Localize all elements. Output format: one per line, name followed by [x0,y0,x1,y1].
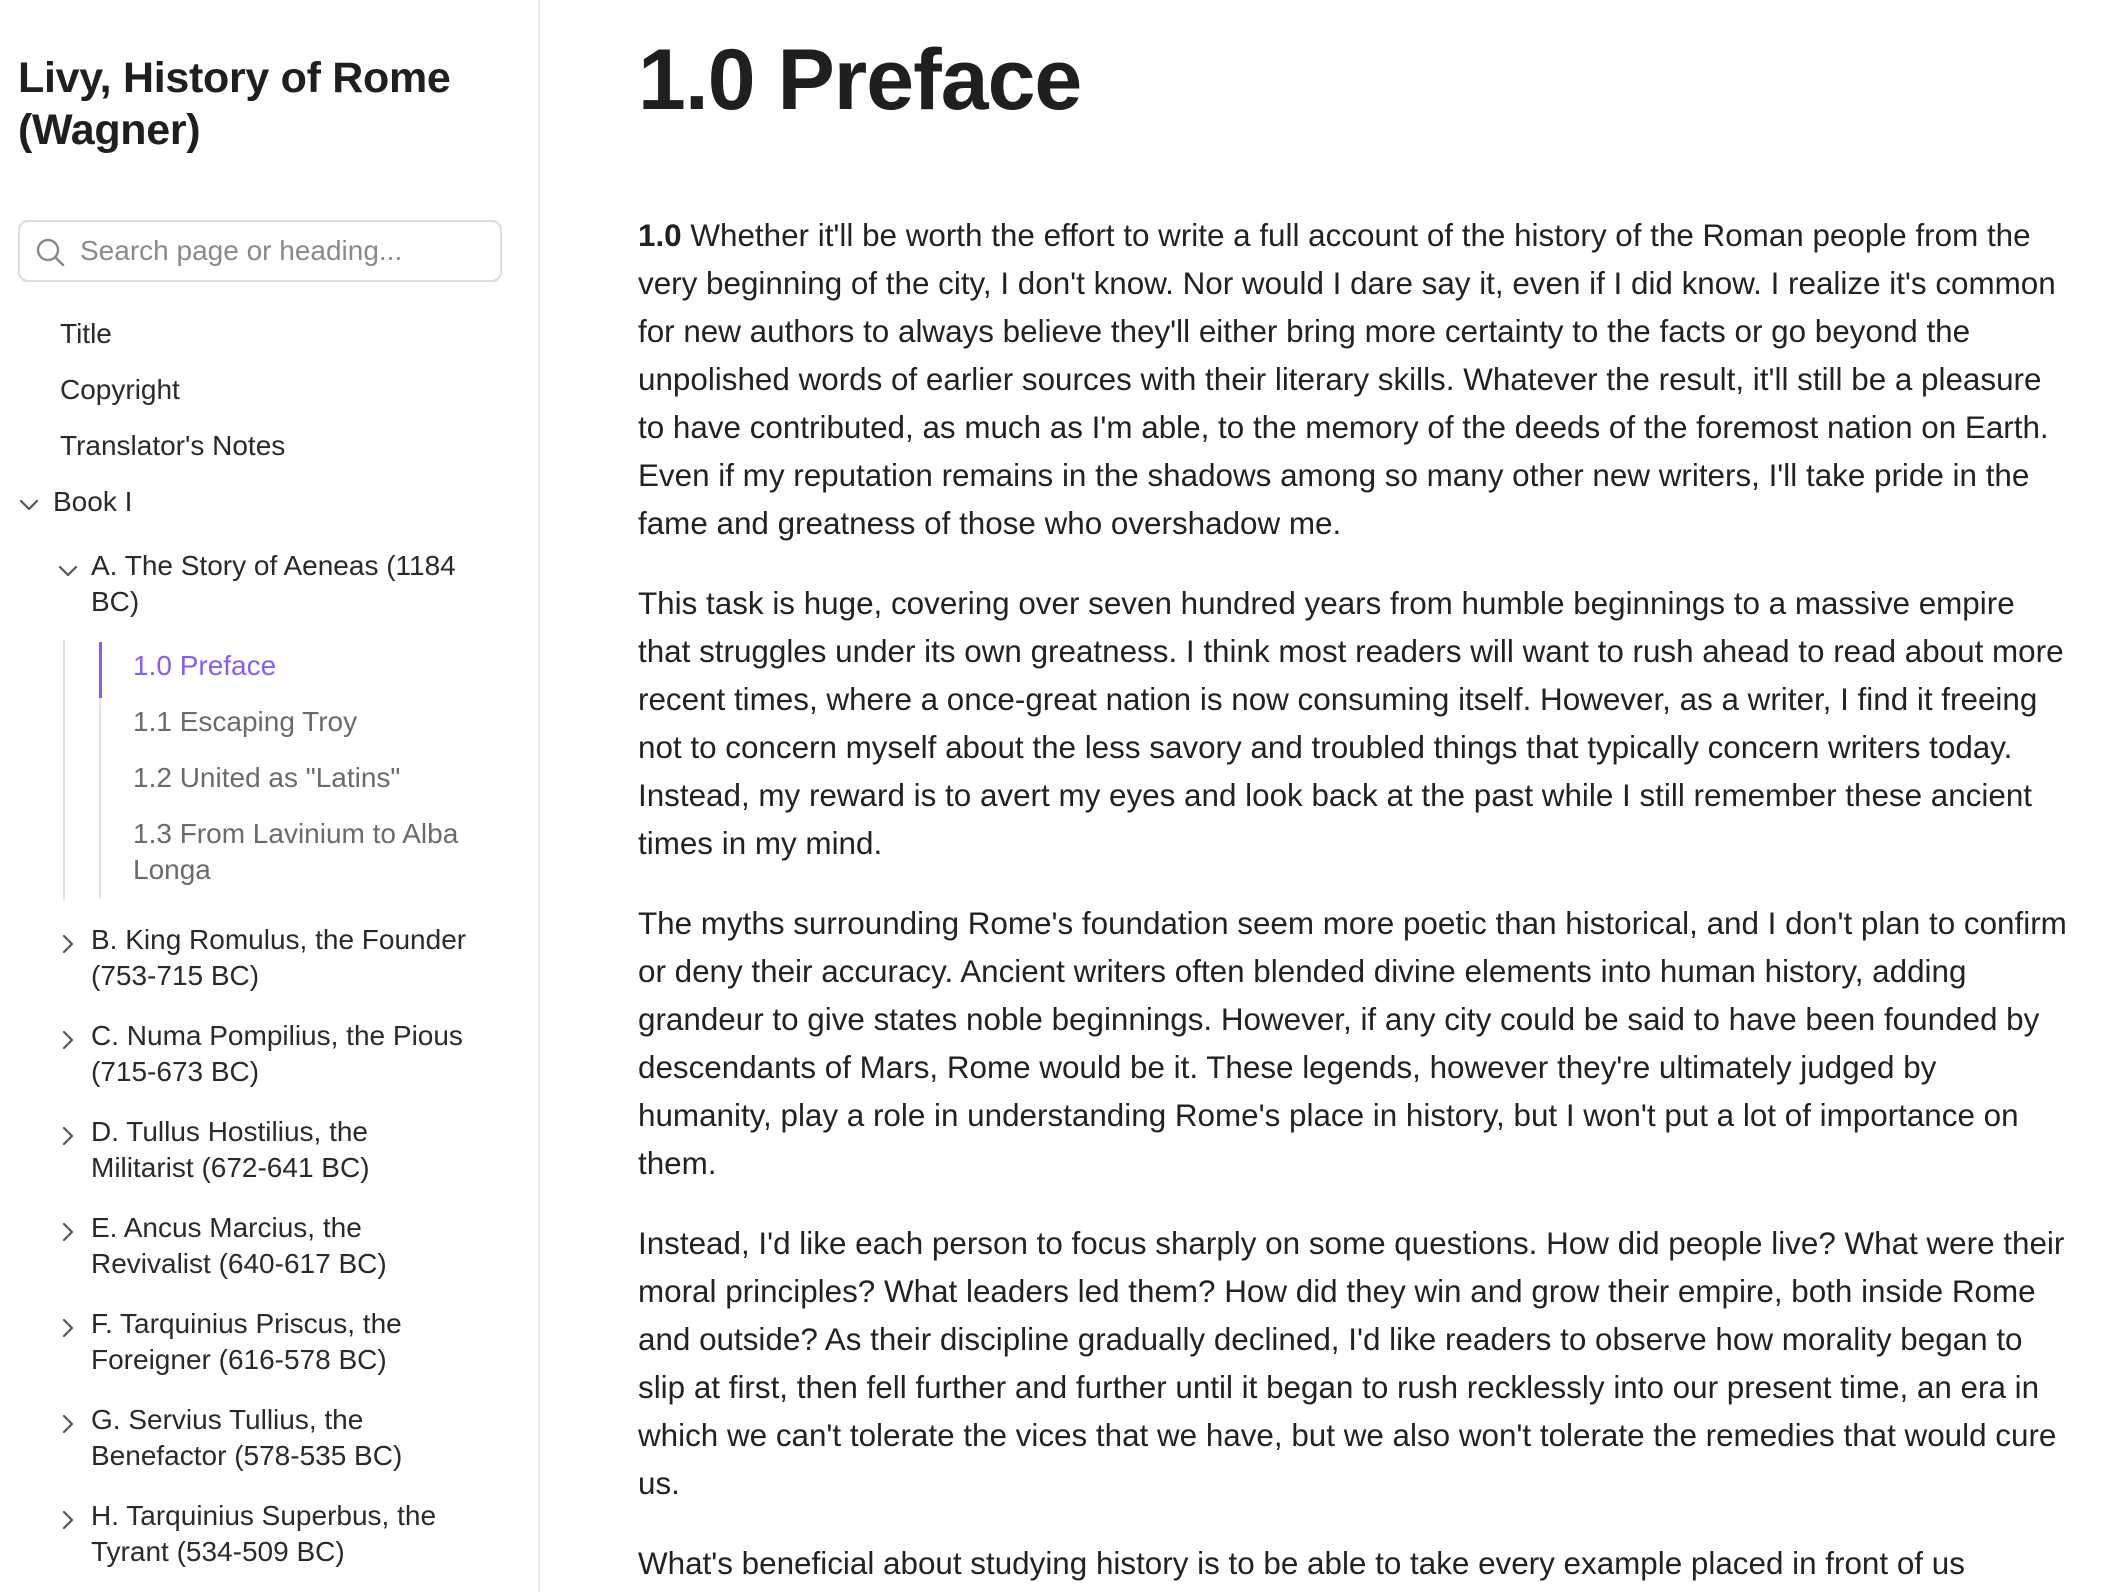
paragraph: The myths surrounding Rome's foundation seem more poetic than historical, and I don't plan to confirm or deny their accuracy. Ancient writers often blended divine elements into human history, adding grandeur to give states noble beginnings. However, if any city could be said to have been founded by descendants of Mars, Rome would be it. These legends, however they're ultimately judged by humanity, play a role in understanding Rome's place in history, but I won't put a lot of importance on them. [638,906,2067,1181]
search-icon [34,236,66,268]
chevron-right-icon[interactable] [57,933,79,955]
nav-item-translators-notes[interactable]: Translator's Notes [60,430,286,461]
paragraph-text: Whether it'll be worth the effort to write a full account of the history of the Roman people from the very beginning of the city, I don't know. Nor would I dare say it, even if I did know. I realize it's common for new authors to always believe they'll either bring more certainty to the facts or go beyond the unpolished words of earlier sources with their literary skills. Whatever the result, it'll still be a pleasure to have contributed, as much as I'm able, to the memory of the deeds of the foremost nation on Earth. Even if my reputation remains in the shadows among so many other new writers, I'll take pride in the fame and greatness of those who overshadow me. [638,218,2056,541]
article-body [638,212,2068,1592]
nav-item-book-1[interactable]: Book I [53,486,133,517]
chevron-right-icon[interactable] [57,1029,79,1051]
search-input[interactable] [80,230,480,272]
chevron-right-icon[interactable] [57,1509,79,1531]
nav-item-united-as-latins[interactable]: 1.2 United as "Latins" [133,762,401,793]
chevron-right-icon[interactable] [57,1413,79,1435]
site-title[interactable]: Livy, History of Rome (Wagner) [18,54,451,154]
tree-line [99,698,101,898]
paragraph: What's beneficial about studying history is to be able to take every example placed in front of us [638,1546,1965,1581]
chevron-right-icon[interactable] [57,1221,79,1243]
nav-item-section-d[interactable]: D. Tullus Hostilius, the Militarist (672-641 BC) [91,1116,370,1183]
main-content [540,0,2107,1592]
nav-item-section-h[interactable]: H. Tarquinius Superbus, the Tyrant (534-509 BC) [91,1500,437,1567]
chevron-right-icon[interactable] [57,1317,79,1339]
nav-item-lavinium-to-alba-longa[interactable]: 1.3 From Lavinium to Alba Longa [133,818,459,885]
nav-item-escaping-troy[interactable]: 1.1 Escaping Troy [133,706,358,737]
chevron-down-icon[interactable] [57,560,79,582]
chevron-right-icon[interactable] [57,1125,79,1147]
chevron-down-icon[interactable] [18,494,40,516]
page-title: 1.0 Preface [638,32,1082,128]
nav-item-section-f[interactable]: F. Tarquinius Priscus, the Foreigner (616-578 BC) [91,1308,402,1375]
search-box[interactable] [18,220,502,282]
nav-item-copyright[interactable]: Copyright [60,374,180,405]
paragraph: This task is huge, covering over seven hundred years from humble beginnings to a massive empire that struggles under its own greatness. I think most readers will want to rush ahead to read about more recent times, where a once-great nation is now consuming itself. However, as a writer, I find it freeing not to concern myself about the less savory and troubled things that typically concern writers today. Instead, my reward is to avert my eyes and look back at the past while I still remember these ancient times in my mind. [638,586,2064,861]
nav-item-section-b[interactable]: B. King Romulus, the Founder (753-715 BC) [91,924,467,991]
sidebar [0,0,540,1592]
section-number: 1.0 [638,218,682,253]
nav-item-preface[interactable]: 1.0 Preface [133,650,277,681]
nav-item-section-g[interactable]: G. Servius Tullius, the Benefactor (578-535 BC) [91,1404,403,1471]
nav-item-section-e[interactable]: E. Ancus Marcius, the Revivalist (640-617 BC) [91,1212,387,1279]
tree-line [63,640,65,900]
nav-item-section-c[interactable]: C. Numa Pompilius, the Pious (715-673 BC) [91,1020,463,1087]
nav-item-title[interactable]: Title [60,318,112,349]
paragraph: Instead, I'd like each person to focus sharply on some questions. How did people live? What were their moral principles? What leaders led them? How did they win and grow their empire, both inside Rome and outside? As their discipline gradually declined, I'd like readers to observe how morality began to slip at first, then fell further and further until it began to rush recklessly into our present time, an era in which we can't tolerate the vices that we have, but we also won't tolerate the remedies that would cure us. [638,1226,2065,1501]
paragraph [638,212,2068,548]
nav-item-section-a[interactable]: A. The Story of Aeneas (1184 BC) [91,550,456,617]
active-indicator [99,642,102,698]
